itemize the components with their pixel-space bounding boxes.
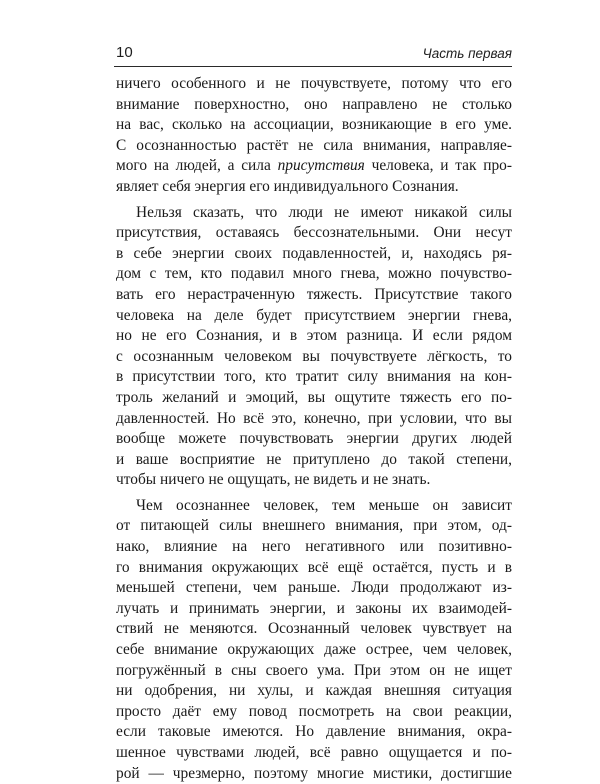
text-line: нако, влияние на него негативного или позитивно- <box>116 538 512 556</box>
text-segment: человека, и так про- <box>364 157 512 175</box>
text-line: чтобы ничего не ощущать, не видеть и не знать. <box>116 471 431 489</box>
text-line: Нельзя сказать, что люди не имеют никакой силы <box>136 203 512 221</box>
text-line: ствий не меняются. Осознанный человек чувствует на <box>116 620 512 638</box>
paragraph <box>116 203 512 491</box>
text-line: шенное чувствами людей, всё равно ощущается и по- <box>116 744 512 761</box>
paragraph <box>116 496 512 784</box>
text-line: ни одобрения, ни хулы, и каждая внешняя ситуация <box>116 682 512 700</box>
text-line: погружённый в сны своего ума. При этом он не ищет <box>116 661 512 679</box>
text-line: внимание поверхностно, оно направлено не столько <box>116 95 512 113</box>
text-line: на вас, сколько на ассоциации, возникающие в его уме. <box>116 116 512 134</box>
text-line: троль желаний и эмоций, вы ощутите тяжесть его по- <box>116 388 512 406</box>
text-line: меньшей степени, чем раньше. Люди продолжают из- <box>116 579 512 597</box>
text-line: ничего особенного и не почувствуете, потому что его <box>116 75 512 92</box>
text-line: дом с тем, кто подавил много гнева, можно почувство- <box>116 265 512 283</box>
text-line: если таковые имеются. Но давление внимания, окра- <box>116 723 512 741</box>
text-line: просто даёт ему повод посмотреть на свои реакции, <box>116 702 512 720</box>
text-line: С осознанностью растёт не сила внимания, направляе- <box>116 136 512 154</box>
text-line: являет себя энергия его индивидуального Сознания. <box>116 177 459 195</box>
text-line: но не его Сознания, и в этом разница. И если рядом <box>116 327 512 345</box>
text-line: вообще можете почувствовать энергии других людей <box>116 430 512 448</box>
text-line: давленностей. Но всё это, конечно, при условии, что вы <box>116 409 512 427</box>
text-line: Чем осознаннее человек, тем меньше он зависит <box>136 496 512 514</box>
page-header <box>114 38 512 67</box>
text-line <box>116 156 512 177</box>
text-line: присутствия, оставаясь бессознательными. Они несут <box>116 224 512 242</box>
text-line: в себе энергии своих подавленностей, и, находясь ря- <box>116 244 512 262</box>
text-line: го внимания окружающих всё ещё остаётся, пусть и в <box>116 558 512 576</box>
text-line: вать его нерастраченную тяжесть. Присутствие такого <box>116 285 512 303</box>
text-segment: мого на людей, а сила <box>116 157 278 175</box>
text-line: и ваше восприятие не притуплено до такой степени, <box>116 450 512 468</box>
text-line: от питающей силы внешнего внимания, при этом, од- <box>116 517 512 535</box>
text-line: себе внимание окружающих даже острее, чем человек, <box>116 641 512 659</box>
text-line: в присутствии того, кто тратит силу внимания на кон- <box>116 368 512 386</box>
text-line: человека на деле будет присутствием энергии гнева, <box>116 306 512 324</box>
emphasis: присутствия <box>277 157 365 175</box>
text-line: рой — чрезмерно, поэтому многие мистики, достигшие <box>116 764 512 782</box>
page-number: 10 <box>116 44 133 61</box>
body-text <box>116 74 512 784</box>
running-head: Часть первая <box>422 46 512 61</box>
text-line: лучать и принимать энергии, и законы их взаимодей- <box>116 599 512 617</box>
paragraph <box>116 74 512 198</box>
text-line: с осознанным человеком вы почувствуете лёгкость, то <box>116 347 512 365</box>
